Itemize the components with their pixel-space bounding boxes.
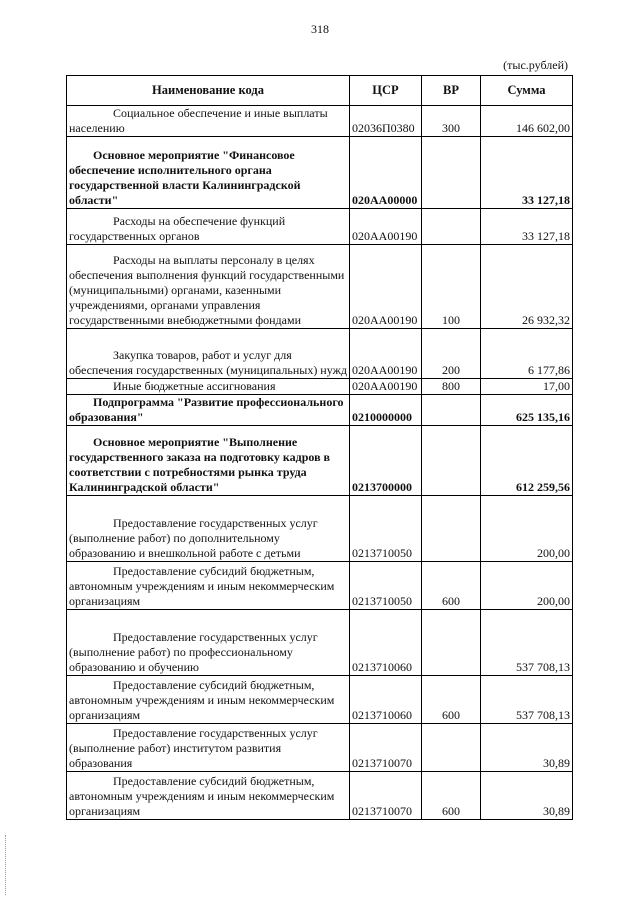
table-row bbox=[67, 676, 573, 724]
row-csr-cell: 020АА00190 bbox=[350, 329, 422, 379]
table-row bbox=[67, 245, 573, 329]
row-sum-cell: 26 932,32 bbox=[481, 245, 573, 329]
header-csr: ЦСР bbox=[350, 76, 422, 106]
row-name-cell: Предоставление субсидий бюджетным, автономным учреждениям и иным некоммерческим организациям bbox=[67, 562, 350, 610]
row-csr-cell: 0213710050 bbox=[350, 562, 422, 610]
row-vr-cell: 600 bbox=[422, 562, 481, 610]
row-csr-cell: 020АА00190 bbox=[350, 209, 422, 245]
table-row bbox=[67, 772, 573, 820]
row-name-cell: Подпрограмма "Развитие профессионального образования" bbox=[67, 395, 350, 426]
budget-table bbox=[66, 75, 573, 820]
page-number: 318 bbox=[311, 22, 329, 36]
row-sum-cell: 200,00 bbox=[481, 562, 573, 610]
row-name-cell: Предоставление субсидий бюджетным, автономным учреждениям и иным некоммерческим организациям bbox=[67, 676, 350, 724]
row-csr-cell: 0213700000 bbox=[350, 426, 422, 496]
row-name-cell: Расходы на выплаты персоналу в целях обеспечения выполнения функций государственными (муниципальными) органами, казенными учреждениями, органами управления государственными внебюджетными фондами bbox=[67, 245, 350, 329]
row-vr-cell bbox=[422, 426, 481, 496]
row-sum-cell: 537 708,13 bbox=[481, 610, 573, 676]
row-name-cell: Расходы на обеспечение функций государственных органов bbox=[67, 209, 350, 245]
table-row bbox=[67, 395, 573, 426]
row-name-cell: Предоставление субсидий бюджетным, автономным учреждениям и иным некоммерческим организациям bbox=[67, 772, 350, 820]
row-vr-cell: 300 bbox=[422, 106, 481, 137]
row-name-cell: Предоставление государственных услуг (выполнение работ) по профессиональному образованию и обучению bbox=[67, 610, 350, 676]
row-name-cell: Основное мероприятие "Выполнение государственного заказа на подготовку кадров в соответствии с потребностями рынка труда Калининградской области" bbox=[67, 426, 350, 496]
table-row bbox=[67, 137, 573, 209]
row-name-cell: Предоставление государственных услуг (выполнение работ) по дополнительному образованию и внешкольной работе с детьми bbox=[67, 496, 350, 562]
table-body bbox=[67, 106, 573, 820]
row-sum-cell: 625 135,16 bbox=[481, 395, 573, 426]
scan-edge-mark bbox=[5, 835, 7, 895]
header-name: Наименование кода bbox=[67, 76, 350, 106]
table-row bbox=[67, 724, 573, 772]
row-vr-cell: 600 bbox=[422, 772, 481, 820]
row-csr-cell: 0213710070 bbox=[350, 772, 422, 820]
row-name-cell: Закупка товаров, работ и услуг для обеспечения государственных (муниципальных) нужд bbox=[67, 329, 350, 379]
row-csr-cell: 0213710060 bbox=[350, 676, 422, 724]
row-vr-cell bbox=[422, 610, 481, 676]
row-csr-cell: 0210000000 bbox=[350, 395, 422, 426]
row-vr-cell bbox=[422, 395, 481, 426]
table-row bbox=[67, 329, 573, 379]
table-row bbox=[67, 379, 573, 395]
row-csr-cell: 0213710050 bbox=[350, 496, 422, 562]
row-csr-cell: 0213710060 bbox=[350, 610, 422, 676]
row-name-cell: Предоставление государственных услуг (выполнение работ) институтом развития образования bbox=[67, 724, 350, 772]
row-vr-cell bbox=[422, 496, 481, 562]
row-csr-cell: 0213710070 bbox=[350, 724, 422, 772]
row-csr-cell: 020АА00000 bbox=[350, 137, 422, 209]
table-header-row bbox=[67, 76, 573, 106]
row-sum-cell: 6 177,86 bbox=[481, 329, 573, 379]
table-row bbox=[67, 106, 573, 137]
header-sum: Сумма bbox=[481, 76, 573, 106]
row-vr-cell: 600 bbox=[422, 676, 481, 724]
row-sum-cell: 612 259,56 bbox=[481, 426, 573, 496]
table-row bbox=[67, 562, 573, 610]
row-sum-cell: 30,89 bbox=[481, 772, 573, 820]
row-sum-cell: 33 127,18 bbox=[481, 209, 573, 245]
row-sum-cell: 33 127,18 bbox=[481, 137, 573, 209]
header-vr: ВР bbox=[422, 76, 481, 106]
row-sum-cell: 146 602,00 bbox=[481, 106, 573, 137]
row-sum-cell: 537 708,13 bbox=[481, 676, 573, 724]
row-name-cell: Социальное обеспечение и иные выплаты населению bbox=[67, 106, 350, 137]
table-row bbox=[67, 209, 573, 245]
row-vr-cell bbox=[422, 209, 481, 245]
row-sum-cell: 30,89 bbox=[481, 724, 573, 772]
row-name-cell: Иные бюджетные ассигнования bbox=[67, 379, 350, 395]
row-vr-cell: 100 bbox=[422, 245, 481, 329]
row-vr-cell bbox=[422, 724, 481, 772]
row-vr-cell: 200 bbox=[422, 329, 481, 379]
row-vr-cell bbox=[422, 137, 481, 209]
row-csr-cell: 02036П0380 bbox=[350, 106, 422, 137]
units-label: (тыс.рублей) bbox=[503, 58, 568, 72]
row-vr-cell: 800 bbox=[422, 379, 481, 395]
row-sum-cell: 17,00 bbox=[481, 379, 573, 395]
table-row bbox=[67, 610, 573, 676]
row-csr-cell: 020АА00190 bbox=[350, 379, 422, 395]
table-row bbox=[67, 496, 573, 562]
row-sum-cell: 200,00 bbox=[481, 496, 573, 562]
row-csr-cell: 020АА00190 bbox=[350, 245, 422, 329]
table-row bbox=[67, 426, 573, 496]
row-name-cell: Основное мероприятие "Финансовое обеспечение исполнительного органа государственной власти Калининградской области" bbox=[67, 137, 350, 209]
